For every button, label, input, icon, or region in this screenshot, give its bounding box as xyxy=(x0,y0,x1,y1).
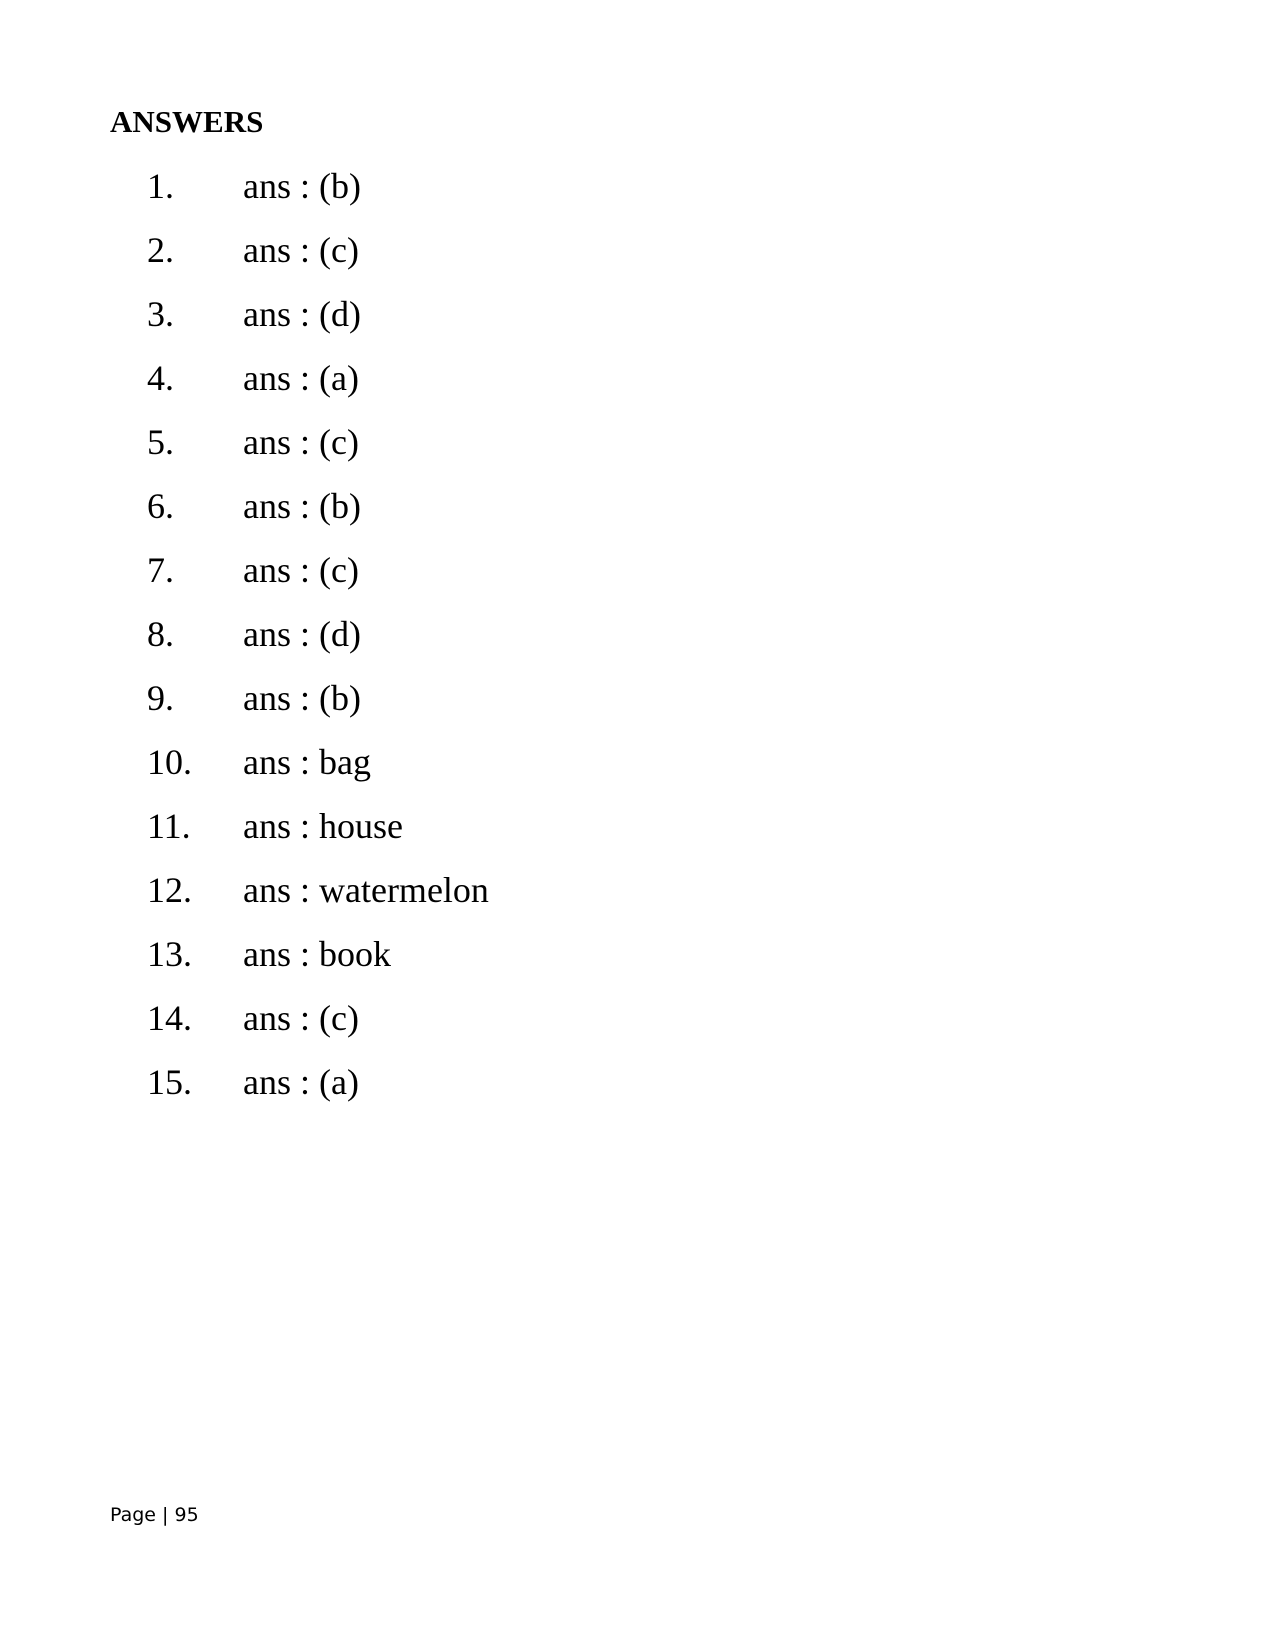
answer-text: ans : (c) xyxy=(243,550,359,590)
answer-number: 15. xyxy=(147,1062,192,1102)
answer-number: 3. xyxy=(147,294,174,334)
answer-number: 12. xyxy=(147,870,192,910)
answer-text: ans : (c) xyxy=(243,998,359,1038)
answer-text: ans : book xyxy=(243,934,391,974)
answer-text: ans : (b) xyxy=(243,678,361,718)
answer-text: ans : (a) xyxy=(243,358,359,398)
answer-number: 14. xyxy=(147,998,192,1038)
answer-number: 4. xyxy=(147,358,174,398)
answer-number: 2. xyxy=(147,230,174,270)
answer-number: 7. xyxy=(147,550,174,590)
answer-text: ans : bag xyxy=(243,742,371,782)
answer-number: 1. xyxy=(147,166,174,206)
answer-text: ans : (d) xyxy=(243,614,361,654)
page-title: ANSWERS xyxy=(110,104,264,139)
answer-number: 11. xyxy=(147,806,191,846)
answer-text: ans : (a) xyxy=(243,1062,359,1102)
answer-number: 8. xyxy=(147,614,174,654)
answer-number: 9. xyxy=(147,678,174,718)
answer-number: 13. xyxy=(147,934,192,974)
answer-text: ans : (c) xyxy=(243,422,359,462)
answer-text: ans : house xyxy=(243,806,403,846)
answer-text: ans : (c) xyxy=(243,230,359,270)
answer-number: 6. xyxy=(147,486,174,526)
answer-number: 10. xyxy=(147,742,192,782)
answer-text: ans : (b) xyxy=(243,166,361,206)
answer-text: ans : watermelon xyxy=(243,870,489,910)
answer-number: 5. xyxy=(147,422,174,462)
answer-text: ans : (b) xyxy=(243,486,361,526)
page-number-footer: Page | 95 xyxy=(110,1504,199,1526)
answer-text: ans : (d) xyxy=(243,294,361,334)
